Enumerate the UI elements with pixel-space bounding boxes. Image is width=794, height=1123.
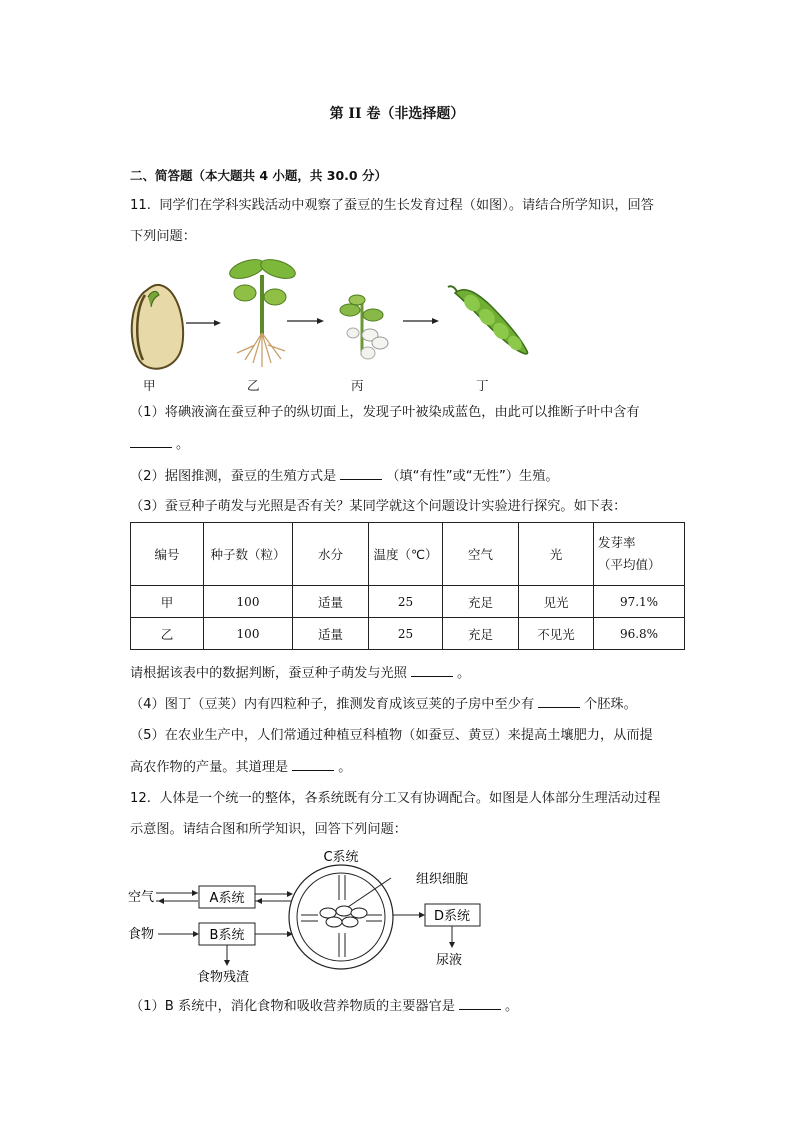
- table-cell: 100: [204, 586, 293, 618]
- table-cell: 充足: [443, 618, 519, 650]
- table-cell: 97.1%: [594, 586, 685, 618]
- table-header: 水分: [293, 523, 369, 586]
- table-header-row: [131, 523, 685, 586]
- answer-blank: [292, 758, 334, 771]
- answer-blank: [411, 664, 453, 677]
- answer-blank: [130, 435, 172, 448]
- q11-stem-line1: 11. 同学们在学科实践活动中观察了蚕豆的生长发育过程（如图）。请结合所学知识，回答: [130, 198, 654, 213]
- c-system-label: C系统: [323, 850, 359, 865]
- bean-growth-figure: [125, 255, 545, 395]
- b-system-label: B系统: [209, 928, 245, 943]
- answer-blank: [340, 467, 382, 480]
- answer-blank: [538, 695, 580, 708]
- q12-stem-line1: 12. 人体是一个统一的整体，各系统既有分工又有协调配合。如图是人体部分生理活动过程: [130, 791, 661, 806]
- food-residue-label: 食物残渣: [197, 970, 250, 985]
- table-cell: 甲: [131, 586, 204, 618]
- table-header: 光: [519, 523, 594, 586]
- table-cell: 不见光: [519, 618, 594, 650]
- d-system-label: D系统: [433, 909, 471, 924]
- tissue-cells-cluster: [320, 906, 367, 927]
- q11-sub5-line2: 高农作物的产量。其道理是 。: [130, 760, 352, 775]
- table-cell: 96.8%: [594, 618, 685, 650]
- c-system-inner-circle: [297, 873, 385, 961]
- table-header: 种子数（粒）: [204, 523, 293, 586]
- a-system-label: A系统: [209, 891, 245, 906]
- figure-label-bing: 丙: [351, 378, 364, 393]
- table-header: 空气: [443, 523, 519, 586]
- table-header: 编号: [131, 523, 204, 586]
- table-cell: 适量: [293, 618, 369, 650]
- figure-label-ding: 丁: [476, 378, 489, 393]
- q11-sub1-line1: （1）将碘液滴在蚕豆种子的纵切面上，发现子叶被染成蓝色，由此可以推断子叶中含有: [130, 405, 640, 420]
- urine-label: 尿液: [436, 953, 463, 968]
- q12-stem-line2: 示意图。请结合图和所学知识，回答下列问题：: [130, 822, 407, 837]
- figure-label-yi: 乙: [247, 378, 260, 393]
- body-systems-diagram: [126, 845, 486, 990]
- q12-number: 12.: [130, 791, 151, 806]
- table-cell: 25: [369, 586, 443, 618]
- q11-sub2: （2）据图推测，蚕豆的生殖方式是 （填“有性”或“无性”）生殖。: [130, 469, 559, 484]
- food-label: 食物: [128, 927, 155, 942]
- section-heading: 二、简答题（本大题共 4 小题，共 30.0 分）: [130, 168, 387, 183]
- table-cell: 适量: [293, 586, 369, 618]
- table-cell: 充足: [443, 586, 519, 618]
- q11-sub4: （4）图丁（豆荚）内有四粒种子，推测发育成该豆荚的子房中至少有 个胚珠。: [130, 697, 637, 712]
- tissue-cells-label: 组织细胞: [416, 872, 469, 887]
- c-system-outer-circle: [289, 865, 393, 969]
- q11-sub1-line2: 。: [130, 435, 189, 455]
- bean-seed-illustration: [132, 285, 183, 369]
- air-label: 空气: [128, 890, 155, 905]
- table-cell: 见光: [519, 586, 594, 618]
- q11-stem-line2: 下列问题：: [130, 229, 196, 244]
- q11-after-table: 请根据该表中的数据判断，蚕豆种子萌发与光照 。: [130, 666, 471, 681]
- table-row: [131, 618, 685, 650]
- table-header-rate: 发芽率 （平均值）: [594, 523, 685, 586]
- table-cell: 25: [369, 618, 443, 650]
- flowering-plant-illustration: [340, 295, 388, 359]
- table-cell: 100: [204, 618, 293, 650]
- bean-pod-illustration: [448, 286, 528, 354]
- seedling-illustration: [227, 256, 297, 367]
- q12-sub1: （1）B 系统中，消化食物和吸收营养物质的主要器官是 。: [130, 999, 519, 1014]
- table-header: 温度（℃）: [369, 523, 443, 586]
- experiment-table: [130, 522, 685, 650]
- figure-label-jia: 甲: [143, 378, 156, 393]
- q11-number: 11.: [130, 198, 151, 213]
- table-cell: 乙: [131, 618, 204, 650]
- answer-blank: [459, 997, 501, 1010]
- page-title: 第 II 卷（非选择题）: [329, 106, 465, 122]
- q11-sub5-line1: （5）在农业生产中，人们常通过种植豆科植物（如蚕豆、黄豆）来提高土壤肥力，从而提: [130, 728, 653, 743]
- q11-sub3: （3）蚕豆种子萌发与光照是否有关？某同学就这个问题设计实验进行探究。如下表：: [130, 499, 627, 514]
- table-row: [131, 586, 685, 618]
